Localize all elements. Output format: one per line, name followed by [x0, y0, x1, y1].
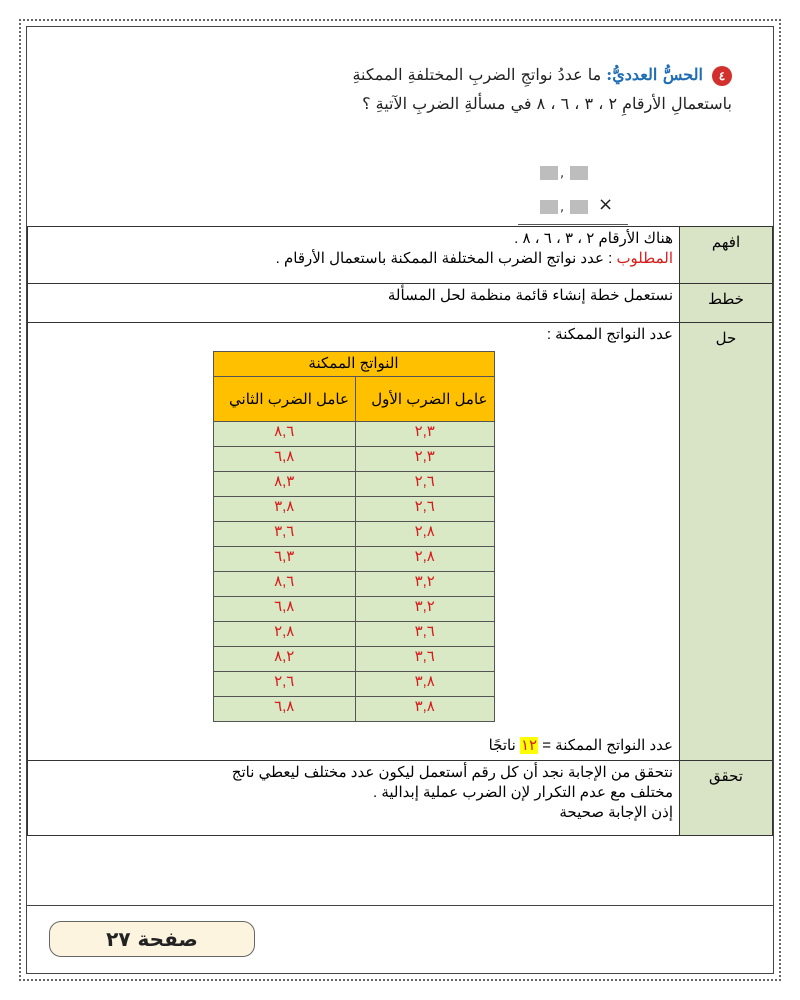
result-value-highlight: ١٢ [520, 737, 538, 754]
required-label: المطلوب [616, 250, 673, 267]
second-factor-cell: ٨,٢ [213, 647, 355, 672]
plan-text: نستعمل خطة إنشاء قائمة منظمة لحل المسألة [28, 284, 680, 323]
first-factor-cell: ٣,٨ [355, 697, 494, 722]
table-row [213, 447, 494, 472]
second-factor-cell: ٦,٨ [213, 597, 355, 622]
first-factor-cell: ٢,٨ [355, 522, 494, 547]
comma-sign: , [560, 200, 565, 215]
second-factor-cell: ٦,٨ [213, 447, 355, 472]
step-check [28, 761, 773, 836]
first-factor-cell: ٣,٦ [355, 647, 494, 672]
products-table-title: النواتج الممكنة [213, 352, 494, 377]
check-line-2: مختلف مع عدم التكرار لإن الضرب عملية إبدالية . [373, 784, 673, 801]
second-factor-cell: ٨,٦ [213, 422, 355, 447]
result-prefix: عدد النواتج الممكنة = [542, 737, 673, 754]
first-factor-cell: ٣,٦ [355, 622, 494, 647]
second-factor-header: عامل الضرب الثاني [213, 377, 355, 422]
step-label: تحقق [680, 761, 773, 836]
table-row [213, 622, 494, 647]
step-understand [28, 227, 773, 284]
second-factor-cell: ٢,٦ [213, 672, 355, 697]
check-line-1: نتحقق من الإجابة نجد أن كل رقم أستعمل ليكون عدد مختلف ليعطي ناتج [231, 764, 673, 781]
table-row [213, 597, 494, 622]
table-row [213, 422, 494, 447]
comma-sign: , [560, 166, 565, 181]
step-content [28, 227, 680, 284]
result-line [34, 736, 673, 756]
table-row [213, 547, 494, 572]
digit-box [570, 166, 588, 180]
second-factor-cell: ٨,٣ [213, 472, 355, 497]
second-factor-cell: ٦,٣ [213, 547, 355, 572]
table-row [213, 647, 494, 672]
multiplication-underline [518, 224, 628, 225]
result-suffix: ناتجًا [488, 737, 516, 754]
step-content [28, 761, 680, 836]
check-line-3: إذن الإجابة صحيحة [559, 804, 673, 821]
table-row [213, 497, 494, 522]
second-factor-cell: ٨,٦ [213, 572, 355, 597]
step-content [28, 323, 680, 761]
required-line [34, 249, 673, 269]
required-text: : عدد نواتج الضرب المختلفة الممكنة باستعمال الأرقام . [275, 250, 613, 267]
multiply-sign: × [598, 194, 614, 215]
given-digits-text: هناك الأرقام ٢ ، ٣ ، ٦ ، ٨ . [514, 230, 673, 247]
first-factor-cell: ٣,٨ [355, 672, 494, 697]
table-row [213, 572, 494, 597]
table-row [213, 472, 494, 497]
step-label: خطط [680, 284, 773, 323]
first-factor-cell: ٣,٢ [355, 597, 494, 622]
digit-box [540, 166, 558, 180]
first-factor-cell: ٢,٦ [355, 497, 494, 522]
second-factor-cell: ٣,٦ [213, 522, 355, 547]
step-plan [28, 284, 773, 323]
first-factor-cell: ٣,٢ [355, 572, 494, 597]
question-title: الحسُّ العدديُّ: [606, 65, 703, 84]
question-block [292, 60, 732, 118]
multiplication-problem [530, 162, 620, 222]
first-factor-header: عامل الضرب الأول [355, 377, 494, 422]
step-solve [28, 323, 773, 761]
problem-solving-steps [27, 226, 773, 836]
possible-products-heading: عدد النواتج الممكنة : [546, 326, 673, 343]
question-number-badge: ٤ [712, 66, 732, 86]
step-label: افهم [680, 227, 773, 284]
possible-products-table [213, 351, 495, 722]
second-factor-cell: ٣,٨ [213, 497, 355, 522]
first-factor-cell: ٢,٨ [355, 547, 494, 572]
table-row [213, 672, 494, 697]
first-factor-cell: ٢,٣ [355, 422, 494, 447]
question-text: ما عددُ نواتجِ الضربِ المختلفةِ الممكنةِ باستعمالِ الأرقامِ ٢ ، ٣ ، ٦ ، ٨ في مسألةِ الضربِ الآتيةِ ؟ [352, 65, 732, 113]
first-factor-cell: ٢,٣ [355, 447, 494, 472]
table-row [213, 522, 494, 547]
digit-box [540, 200, 558, 214]
table-row [213, 697, 494, 722]
first-factor-cell: ٢,٦ [355, 472, 494, 497]
step-label: حل [680, 323, 773, 761]
page-number-badge: صفحة ٢٧ [49, 921, 255, 957]
digit-box [570, 200, 588, 214]
second-factor-cell: ٢,٨ [213, 622, 355, 647]
second-factor-cell: ٦,٨ [213, 697, 355, 722]
footer-divider [27, 905, 773, 906]
